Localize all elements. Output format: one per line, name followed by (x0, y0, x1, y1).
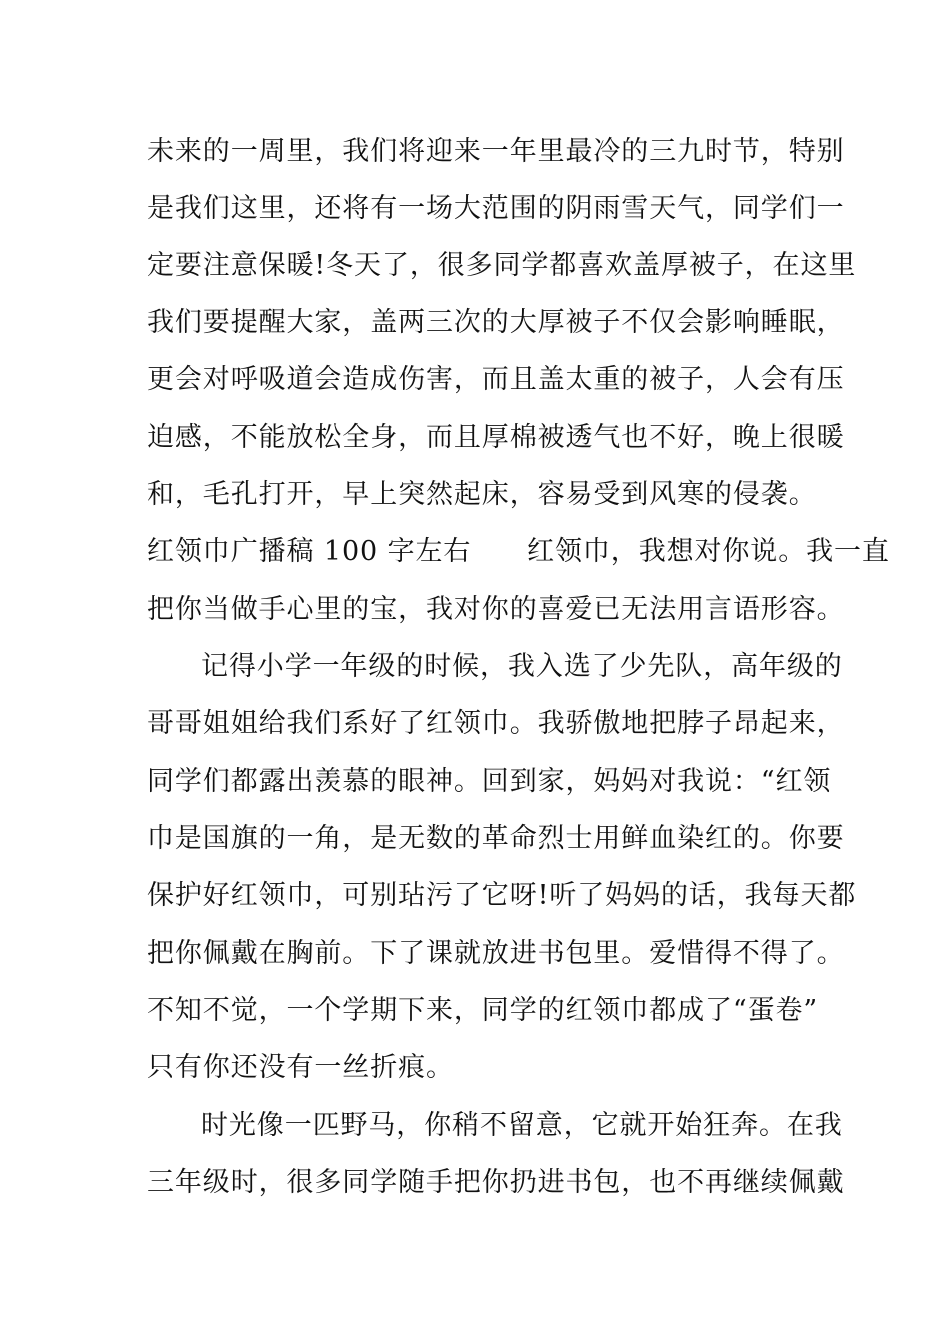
text-line: 同学们都露出羡慕的眼神。回到家，妈妈对我说：“红领 (147, 766, 832, 797)
text-line: 红领巾广播稿 100 字左右 红领巾，我想对你说。我一直 (147, 536, 890, 567)
paragraph-first-line: 记得小学一年级的时候，我入选了少先队，高年级的 (201, 651, 843, 682)
text-line: 定要注意保暖!冬天了，很多同学都喜欢盖厚被子，在这里 (147, 250, 857, 281)
text-line: 未来的一周里，我们将迎来一年里最冷的三九时节，特别 (147, 136, 845, 167)
text-line: 把你当做手心里的宝，我对你的喜爱已无法用言语形容。 (147, 594, 845, 625)
text-line: 把你佩戴在胸前。下了课就放进书包里。爱惜得不得了。 (147, 938, 845, 969)
text-line: 我们要提醒大家，盖两三次的大厚被子不仅会影响睡眠， (147, 307, 845, 338)
text-line: 是我们这里，还将有一场大范围的阴雨雪天气，同学们一 (147, 193, 845, 224)
text-line: 哥哥姐姐给我们系好了红领巾。我骄傲地把脖子昂起来， (147, 708, 845, 739)
paragraph-first-line: 时光像一匹野马，你稍不留意，它就开始狂奔。在我 (201, 1110, 843, 1141)
text-line: 和，毛孔打开，早上突然起床，容易受到风寒的侵袭。 (147, 479, 817, 510)
text-line: 不知不觉，一个学期下来，同学的红领巾都成了“蛋卷” (147, 995, 819, 1026)
text-line: 三年级时，很多同学随手把你扔进书包，也不再继续佩戴 (147, 1167, 845, 1198)
text-line: 巾是国旗的一角，是无数的革命烈士用鲜血染红的。你要 (147, 823, 845, 854)
text-line: 只有你还没有一丝折痕。 (147, 1052, 454, 1083)
text-line: 更会对呼吸道会造成伤害，而且盖太重的被子，人会有压 (147, 364, 845, 395)
text-line: 迫感，不能放松全身，而且厚棉被透气也不好，晚上很暖 (147, 422, 845, 453)
text-line: 保护好红领巾，可别玷污了它呀!听了妈妈的话，我每天都 (147, 880, 857, 911)
